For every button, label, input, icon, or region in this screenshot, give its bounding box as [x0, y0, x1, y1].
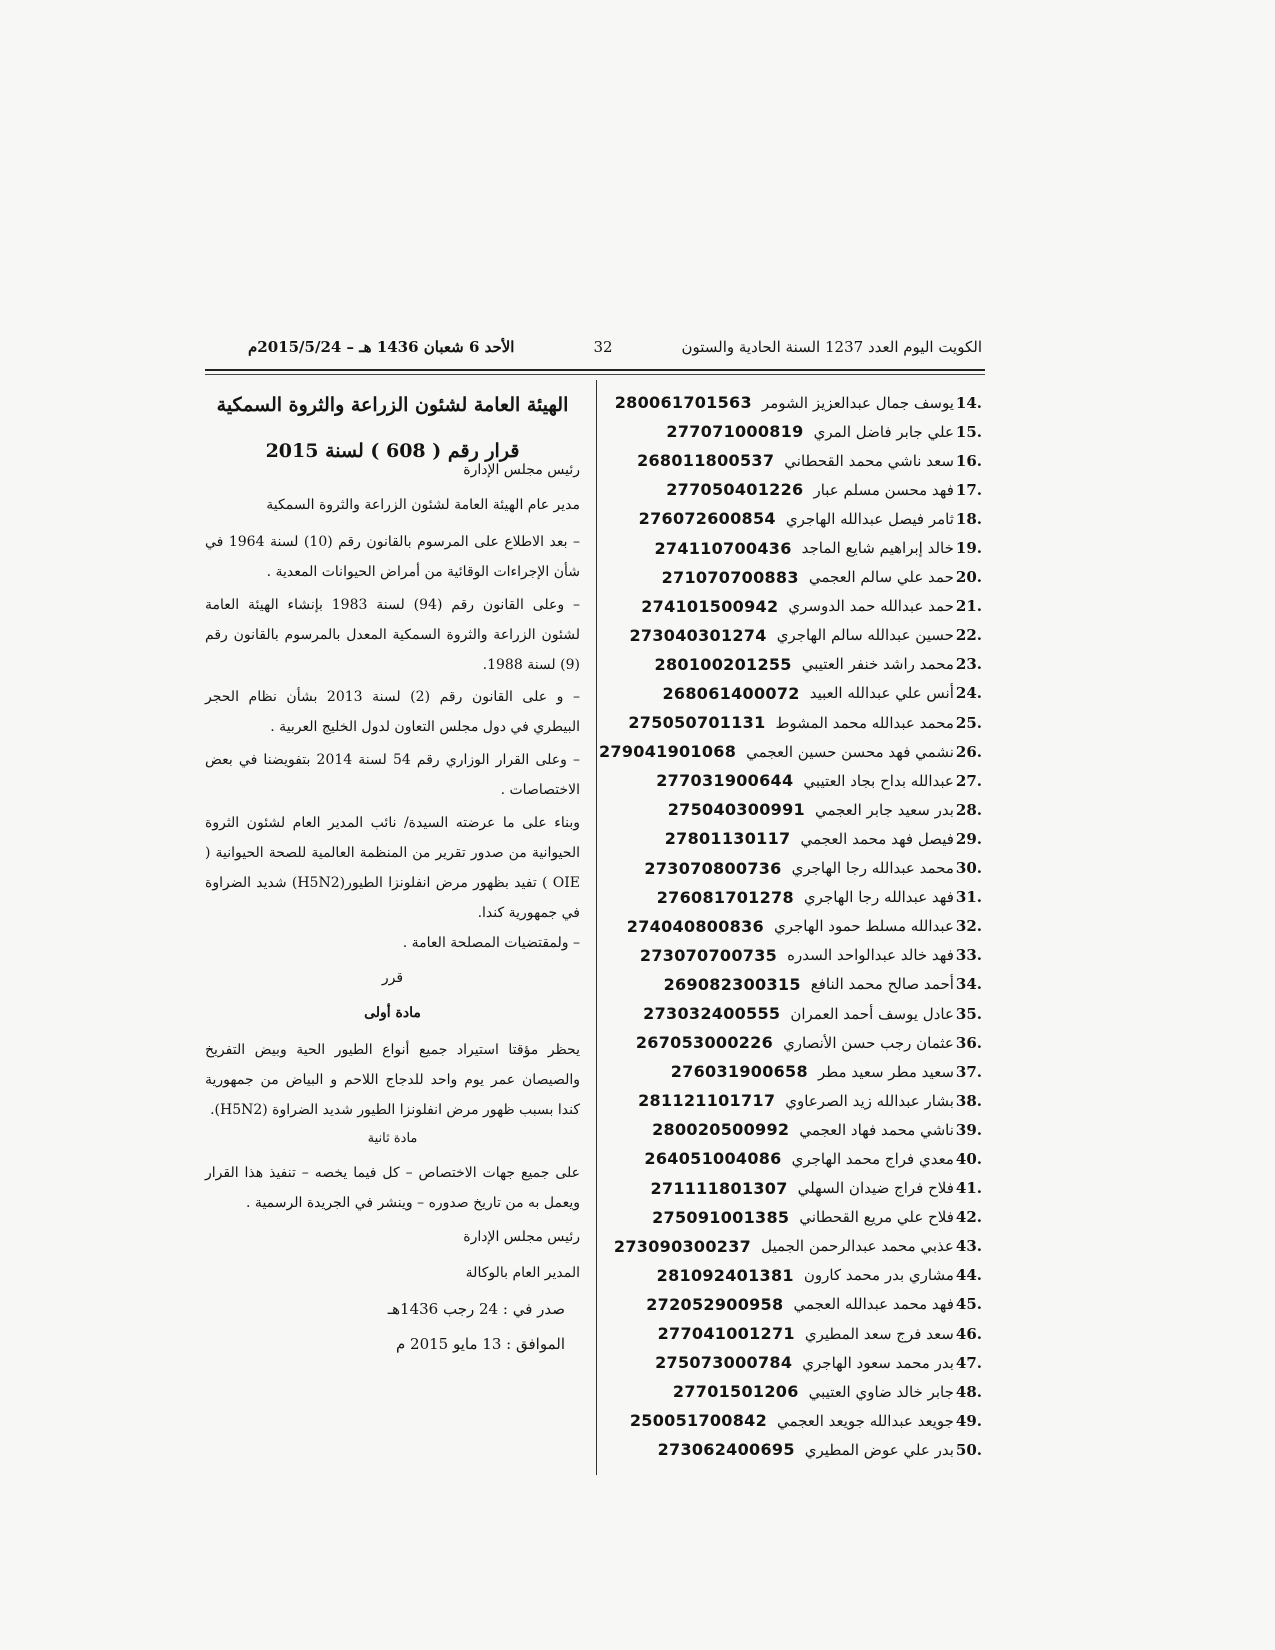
list-item: [614, 388, 982, 417]
corresponding-date: الموافق : 13 مايو 2015 م: [395, 1335, 565, 1353]
item-number: 37.: [955, 1062, 982, 1081]
person-name: فيصل فهد محمد العجمي: [800, 829, 954, 848]
list-item: [620, 941, 982, 970]
decided-label: قرر: [381, 970, 404, 986]
person-name: فهد محسن مسلم عبار: [813, 480, 954, 499]
item-number: 23.: [955, 655, 982, 674]
civil-id: 279041901068: [598, 742, 737, 762]
article-1-text: يحظر مؤقتا استيراد جميع أنواع الطيور الحية وبيض التفريخ والصيصان عمر يوم واحد للدجاج اللاحم و البياض من جمهورية كندا بسبب ظهور مرض انفلونزا الطيور شديد الضراوة (H5N2).: [205, 1042, 580, 1118]
person-name: سعد فرج سعد المطيري: [804, 1324, 954, 1343]
civil-id: 272052900958: [646, 1294, 784, 1314]
civil-id: 271070700883: [661, 567, 799, 587]
item-number: 26.: [955, 742, 982, 761]
list-item: [620, 563, 982, 592]
civil-id: 273040301274: [629, 625, 767, 645]
list-item: [620, 446, 982, 475]
item-number: 14.: [955, 393, 982, 412]
person-name: عبدالله مسلط حمود الهاجري: [773, 917, 954, 936]
list-item: [620, 999, 982, 1028]
person-name: محمد عبدالله محمد المشوط: [775, 713, 954, 732]
person-name: فهد محمد عبدالله العجمي: [793, 1295, 954, 1314]
item-number: 30.: [955, 859, 982, 878]
person-name: فلاح علي مريع القحطاني: [799, 1208, 954, 1227]
civil-id: 276031900658: [670, 1062, 808, 1082]
list-item: [620, 1348, 982, 1377]
item-number: 16.: [955, 451, 982, 470]
person-name: عادل يوسف أحمد العمران: [790, 1004, 954, 1023]
list-item: [620, 504, 982, 533]
list-item: [620, 970, 982, 999]
issued-date: صدر في : 24 رجب 1436هـ: [387, 1300, 565, 1318]
header-rule: [205, 369, 985, 371]
signature-chairman: رئيس مجلس الإدارة: [463, 1229, 580, 1245]
person-name: محمد عبدالله رجا الهاجري: [791, 859, 954, 878]
civil-id: 277071000819: [666, 422, 804, 442]
person-name: حسين عبدالله سالم الهاجري: [776, 626, 954, 645]
preamble-5: وبناء على ما عرضته السيدة/ نائب المدير العام لشئون الثروة الحيوانية من صدور تقرير من المنظمة العالمية للصحة الحيوانية ( OIE ) تفيد بظهور مرض انفلونزا الطيور(H5N2) شديد الضراوة في جمهورية كندا.: [205, 815, 580, 921]
list-item: [620, 417, 982, 446]
civil-id: 268011800537: [637, 451, 775, 471]
page-number: 32: [593, 338, 613, 356]
person-name: سعيد مطر سعيد مطر: [817, 1062, 954, 1081]
article-1-title: مادة أولى: [364, 1005, 421, 1021]
civil-id: 275073000784: [655, 1353, 793, 1373]
civil-id: 273070800736: [644, 858, 782, 878]
person-name: أحمد صالح محمد النافع: [810, 975, 954, 994]
person-name: فلاح فراج ضيدان السهلي: [797, 1179, 954, 1198]
civil-id: 269082300315: [663, 974, 801, 994]
publication-header: الكويت اليوم العدد 1237 السنة الحادية والستون: [681, 338, 982, 356]
person-name: عبدالله بداح بجاد العتيبي: [803, 771, 954, 790]
list-item: [620, 824, 982, 853]
list-item: [620, 1319, 982, 1348]
civil-id: 273062400695: [657, 1440, 795, 1460]
list-item: [620, 795, 982, 824]
civil-id: 277050401226: [666, 480, 804, 500]
list-item: [620, 883, 982, 912]
preamble-1: – بعد الاطلاع على المرسوم بالقانون رقم (10) لسنة 1964 في شأن الإجراءات الوقائية من أمراض الحيوانات المعدية .: [205, 534, 580, 580]
preamble-6: – ولمقتضيات المصلحة العامة .: [402, 935, 580, 951]
person-name: بدر محمد سعود الهاجري: [802, 1353, 954, 1372]
civil-id: 273090300237: [613, 1236, 752, 1256]
person-name: جويعد عبدالله جويعد العجمي: [777, 1411, 954, 1430]
item-number: 43.: [955, 1237, 982, 1256]
preamble-4: – وعلى القرار الوزاري رقم 54 لسنة 2014 بتفويضنا في بعض الاختصاصات .: [205, 752, 580, 798]
person-name: حمد عبدالله حمد الدوسري: [788, 597, 954, 616]
article-2-title: مادة ثانية: [367, 1131, 418, 1146]
person-name: فهد خالد عبدالواحد السدره: [787, 946, 954, 965]
list-item: [620, 912, 982, 941]
decree-title: قرار رقم ( 608 ) لسنة 2015: [265, 440, 520, 462]
person-name: سعد ناشي محمد القحطاني: [784, 451, 954, 470]
authority-heading: الهيئة العامة لشئون الزراعة والثروة السمكية: [216, 394, 569, 416]
list-item: [620, 1377, 982, 1406]
item-number: 28.: [955, 800, 982, 819]
civil-id: 275091001385: [652, 1207, 790, 1227]
header-rule-thin: [205, 374, 985, 375]
civil-id: 274101500942: [641, 596, 779, 616]
list-item: [598, 737, 982, 766]
civil-id: 281121101717: [638, 1091, 776, 1111]
civil-id: 273070700735: [639, 945, 778, 965]
list-item: [613, 1232, 982, 1261]
civil-id: 281092401381: [656, 1265, 794, 1285]
person-name: معدي فراج محمد الهاجري: [791, 1149, 954, 1168]
civil-id: 274040800836: [626, 916, 764, 936]
item-number: 39.: [955, 1120, 982, 1139]
person-name: بشار عبدالله زيد الصرعاوي: [785, 1091, 954, 1110]
item-number: 34.: [955, 975, 982, 994]
civil-id: 277041001271: [657, 1324, 795, 1344]
civil-id: 27801130117: [664, 829, 791, 849]
names-list: [598, 388, 982, 1464]
list-item: [620, 1261, 982, 1290]
civil-id: 277031900644: [656, 771, 794, 791]
item-number: 15.: [955, 422, 982, 441]
list-item: [620, 621, 982, 650]
item-number: 48.: [955, 1382, 982, 1401]
person-name: ثامر فيصل عبدالله الهاجري: [785, 509, 954, 528]
person-name: حمد علي سالم العجمي: [808, 568, 954, 587]
item-number: 40.: [955, 1149, 982, 1168]
item-number: 50.: [955, 1440, 982, 1459]
item-number: 46.: [955, 1324, 982, 1343]
person-name: محمد راشد خنفر العتيبي: [801, 655, 954, 674]
person-name: نشمي فهد محسن حسين العجمي: [746, 742, 954, 761]
person-name: جابر خالد ضاوي العتيبي: [808, 1382, 954, 1401]
person-name: علي جابر فاضل المري: [813, 422, 954, 441]
list-item: [620, 854, 982, 883]
item-number: 42.: [955, 1208, 982, 1227]
person-name: عثمان رجب حسن الأنصاري: [783, 1033, 954, 1052]
issuer-line: رئيس مجلس الإدارة: [463, 462, 580, 478]
item-number: 33.: [955, 946, 982, 965]
person-name: بدر سعيد جابر العجمي: [814, 800, 954, 819]
item-number: 21.: [955, 597, 982, 616]
list-item: [620, 708, 982, 737]
item-number: 32.: [955, 917, 982, 936]
list-item: [620, 475, 982, 504]
signature-director: المدير العام بالوكالة: [465, 1265, 580, 1281]
civil-id: 250051700842: [629, 1411, 768, 1431]
civil-id: 276072600854: [638, 509, 776, 529]
article-2-text: على جميع جهات الاختصاص – كل فيما يخصه – تنفيذ هذا القرار ويعمل به من تاريخ صدوره – وينشر في الجريدة الرسمية .: [205, 1165, 580, 1211]
preamble-2: – وعلى القانون رقم (94) لسنة 1983 بإنشاء الهيئة العامة لشئون الزراعة والثروة السمكية المعدل بالمرسوم بالقانون رقم (9) لسنة 1988.: [205, 597, 580, 673]
person-name: ناشي محمد فهاد العجمي: [799, 1120, 954, 1139]
item-number: 38.: [955, 1091, 982, 1110]
person-name: أنس علي عبدالله العبيد: [809, 684, 954, 703]
preamble-3: – و على القانون رقم (2) لسنة 2013 بشأن نظام الحجر البيطري في دول مجلس التعاون لدول الخليج العربية .: [205, 689, 580, 735]
column-divider: [596, 380, 597, 1475]
item-number: 36.: [955, 1033, 982, 1052]
civil-id: 280020500992: [652, 1120, 790, 1140]
person-name: فهد عبدالله رجا الهاجري: [803, 888, 954, 907]
item-number: 18.: [955, 509, 982, 528]
civil-id: 276081701278: [656, 887, 794, 907]
list-item: [620, 1115, 982, 1144]
list-item: [620, 1290, 982, 1319]
list-item: [620, 1144, 982, 1173]
issuer-line-2: مدير عام الهيئة العامة لشئون الزراعة والثروة السمكية: [266, 497, 580, 513]
item-number: 27.: [955, 771, 982, 790]
item-number: 25.: [955, 713, 982, 732]
item-number: 29.: [955, 829, 982, 848]
item-number: 20.: [955, 568, 982, 587]
list-item: [620, 766, 982, 795]
civil-id: 280061701563: [614, 393, 752, 413]
item-number: 31.: [955, 888, 982, 907]
list-item: [620, 1086, 982, 1115]
person-name: مشاري بدر محمد كارون: [803, 1266, 954, 1285]
issue-date: الأحد 6 شعبان 1436 هـ – 2015/5/24م: [248, 338, 515, 356]
civil-id: 268061400072: [662, 683, 800, 703]
item-number: 35.: [955, 1004, 982, 1023]
list-item: [620, 1435, 982, 1464]
item-number: 49.: [955, 1411, 982, 1430]
item-number: 19.: [955, 539, 982, 558]
civil-id: 275040300991: [667, 800, 805, 820]
person-name: بدر علي عوض المطيري: [804, 1440, 954, 1459]
civil-id: 27701501206: [672, 1382, 799, 1402]
item-number: 47.: [955, 1353, 982, 1372]
item-number: 41.: [955, 1179, 982, 1198]
list-item: [620, 533, 982, 562]
civil-id: 274110700436: [654, 538, 792, 558]
list-item: [620, 1203, 982, 1232]
list-item: [620, 1406, 982, 1435]
civil-id: 275050701131: [628, 713, 766, 733]
item-number: 22.: [955, 626, 982, 645]
person-name: خالد إبراهيم شايع الماجد: [801, 539, 954, 558]
list-item: [620, 1057, 982, 1086]
list-item: [620, 1028, 982, 1057]
item-number: 17.: [955, 480, 982, 499]
list-item: [620, 592, 982, 621]
item-number: 44.: [955, 1266, 982, 1285]
list-item: [620, 650, 982, 679]
civil-id: 267053000226: [635, 1033, 774, 1053]
list-item: [620, 1174, 982, 1203]
civil-id: 273032400555: [643, 1004, 781, 1024]
civil-id: 280100201255: [654, 654, 792, 674]
person-name: يوسف جمال عبدالعزيز الشومر: [761, 393, 954, 412]
civil-id: 264051004086: [644, 1149, 782, 1169]
item-number: 24.: [955, 684, 982, 703]
item-number: 45.: [955, 1295, 982, 1314]
list-item: [620, 679, 982, 708]
civil-id: 271111801307: [650, 1178, 788, 1198]
person-name: عذبي محمد عبدالرحمن الجميل: [761, 1237, 954, 1256]
